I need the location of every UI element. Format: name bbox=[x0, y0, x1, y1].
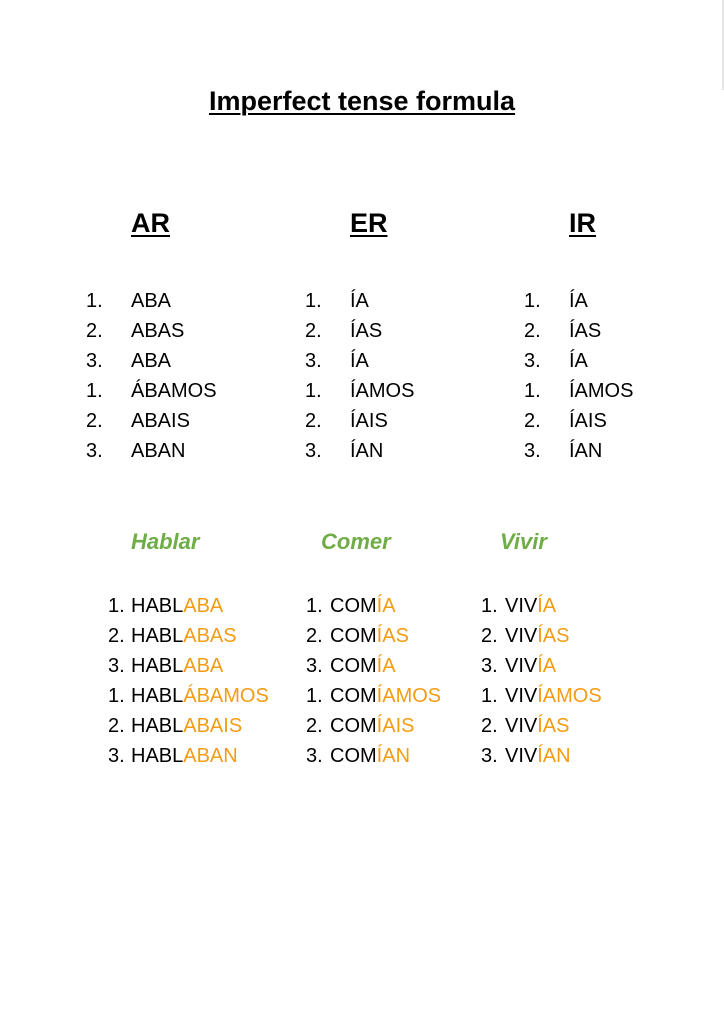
verb-stem: COM bbox=[330, 625, 377, 647]
list-item bbox=[86, 286, 217, 316]
ir-endings-list bbox=[524, 286, 633, 466]
verb-stem: COM bbox=[330, 745, 377, 767]
list-item bbox=[108, 741, 269, 771]
list-item bbox=[306, 621, 441, 651]
item-number: 2. bbox=[306, 625, 323, 647]
verb-ending: ÍAN bbox=[376, 745, 411, 767]
page-title: Imperfect tense formula bbox=[208, 86, 516, 116]
verb-ending: ÍAN bbox=[537, 745, 571, 767]
item-number: 2. bbox=[108, 625, 125, 647]
item-number: 3. bbox=[306, 745, 323, 767]
verb-ending: ÍAS bbox=[537, 625, 570, 647]
item-number: 1. bbox=[305, 290, 322, 312]
verb-stem: HABL bbox=[131, 625, 184, 647]
ending-text: ÍAN bbox=[350, 440, 384, 462]
ending-text: ÍA bbox=[350, 290, 369, 312]
verb-stem: VIV bbox=[505, 715, 538, 737]
list-item bbox=[86, 406, 217, 436]
item-number: 3. bbox=[481, 655, 498, 677]
list-item bbox=[108, 591, 269, 621]
vivir-conjugation-list bbox=[481, 591, 602, 771]
list-item bbox=[524, 376, 633, 406]
verb-stem: VIV bbox=[505, 595, 538, 617]
verb-ending: ÍAS bbox=[376, 625, 409, 647]
item-number: 2. bbox=[108, 715, 125, 737]
verb-stem: COM bbox=[330, 595, 377, 617]
ar-endings-list bbox=[86, 286, 217, 466]
verb-ending: ABAIS bbox=[183, 715, 243, 737]
ending-text: ÍAMOS bbox=[350, 380, 415, 402]
ending-text: ÍAIS bbox=[569, 410, 607, 432]
verb-stem: HABL bbox=[131, 745, 184, 767]
list-item bbox=[306, 741, 441, 771]
item-number: 2. bbox=[305, 320, 322, 342]
hablar-conjugation-list bbox=[108, 591, 269, 771]
verb-ending: ÍAS bbox=[537, 715, 570, 737]
verb-stem: VIV bbox=[505, 655, 538, 677]
item-number: 2. bbox=[86, 410, 103, 432]
ending-text: ÍA bbox=[350, 350, 369, 372]
heading-ar: AR bbox=[131, 208, 170, 238]
item-number: 1. bbox=[305, 380, 322, 402]
verb-heading-vivir: Vivir bbox=[500, 529, 547, 554]
list-item bbox=[524, 316, 633, 346]
list-item bbox=[108, 651, 269, 681]
verb-stem: VIV bbox=[505, 685, 538, 707]
list-item bbox=[108, 711, 269, 741]
verb-ending: ABAN bbox=[183, 745, 238, 767]
comer-conjugation-list bbox=[306, 591, 441, 771]
list-item bbox=[86, 346, 217, 376]
list-item bbox=[524, 346, 633, 376]
item-number: 3. bbox=[305, 440, 322, 462]
verb-stem: COM bbox=[330, 715, 377, 737]
item-number: 2. bbox=[524, 410, 541, 432]
list-item bbox=[305, 376, 414, 406]
item-number: 3. bbox=[305, 350, 322, 372]
list-item bbox=[305, 286, 414, 316]
ending-text: ÍAIS bbox=[350, 410, 388, 432]
item-number: 3. bbox=[481, 745, 498, 767]
item-number: 1. bbox=[108, 595, 125, 617]
item-number: 3. bbox=[108, 655, 125, 677]
item-number: 2. bbox=[524, 320, 541, 342]
list-item bbox=[306, 711, 441, 741]
item-number: 3. bbox=[86, 350, 103, 372]
list-item bbox=[108, 681, 269, 711]
verb-ending: ÁBAMOS bbox=[183, 685, 269, 707]
ending-text: ABAS bbox=[131, 320, 185, 342]
verb-stem: HABL bbox=[131, 715, 184, 737]
verb-ending: ABA bbox=[183, 655, 224, 677]
list-item bbox=[481, 591, 602, 621]
item-number: 2. bbox=[481, 715, 498, 737]
heading-ir: IR bbox=[569, 208, 596, 238]
ending-text: ÍAMOS bbox=[569, 380, 634, 402]
ending-text: ÁBAMOS bbox=[131, 380, 217, 402]
item-number: 2. bbox=[86, 320, 103, 342]
verb-stem: VIV bbox=[505, 625, 538, 647]
verb-stem: HABL bbox=[131, 655, 184, 677]
item-number: 3. bbox=[524, 350, 541, 372]
item-number: 1. bbox=[481, 595, 498, 617]
list-item bbox=[306, 681, 441, 711]
item-number: 3. bbox=[86, 440, 103, 462]
item-number: 1. bbox=[86, 380, 103, 402]
item-number: 2. bbox=[306, 715, 323, 737]
item-number: 1. bbox=[306, 595, 323, 617]
list-item bbox=[524, 436, 633, 466]
verb-ending: ABA bbox=[183, 595, 224, 617]
ending-text: ÍA bbox=[569, 350, 588, 372]
list-item bbox=[86, 376, 217, 406]
item-number: 1. bbox=[306, 685, 323, 707]
item-number: 1. bbox=[86, 290, 103, 312]
list-item bbox=[305, 346, 414, 376]
ending-text: ABAIS bbox=[131, 410, 190, 432]
verb-stem: VIV bbox=[505, 745, 538, 767]
heading-er: ER bbox=[350, 208, 388, 238]
verb-ending: ÍA bbox=[376, 595, 396, 617]
item-number: 3. bbox=[108, 745, 125, 767]
item-number: 1. bbox=[524, 290, 541, 312]
list-item bbox=[481, 741, 602, 771]
item-number: 3. bbox=[524, 440, 541, 462]
list-item bbox=[108, 621, 269, 651]
list-item bbox=[86, 316, 217, 346]
list-item bbox=[524, 286, 633, 316]
item-number: 3. bbox=[306, 655, 323, 677]
ending-text: ABAN bbox=[131, 440, 186, 462]
list-item bbox=[306, 591, 441, 621]
verb-stem: HABL bbox=[131, 595, 184, 617]
verb-ending: ÍA bbox=[537, 595, 557, 617]
verb-stem: COM bbox=[330, 655, 377, 677]
verb-stem: COM bbox=[330, 685, 377, 707]
list-item bbox=[524, 406, 633, 436]
item-number: 2. bbox=[305, 410, 322, 432]
item-number: 1. bbox=[524, 380, 541, 402]
list-item bbox=[481, 651, 602, 681]
verb-heading-hablar: Hablar bbox=[131, 529, 200, 554]
list-item bbox=[481, 711, 602, 741]
list-item bbox=[481, 681, 602, 711]
verb-ending: ÍAMOS bbox=[376, 685, 442, 707]
ending-text: ÍAN bbox=[569, 440, 603, 462]
list-item bbox=[86, 436, 217, 466]
ending-text: ÍAS bbox=[569, 320, 602, 342]
er-endings-list bbox=[305, 286, 414, 466]
list-item bbox=[305, 436, 414, 466]
verb-ending: ÍAMOS bbox=[537, 685, 602, 707]
list-item bbox=[306, 651, 441, 681]
ending-text: ABA bbox=[131, 290, 172, 312]
item-number: 1. bbox=[108, 685, 125, 707]
ending-text: ABA bbox=[131, 350, 172, 372]
verb-ending: ÍA bbox=[376, 655, 396, 677]
ending-text: ÍAS bbox=[350, 320, 383, 342]
verb-heading-comer: Comer bbox=[321, 529, 391, 554]
list-item bbox=[481, 621, 602, 651]
ending-text: ÍA bbox=[569, 290, 588, 312]
verb-stem: HABL bbox=[131, 685, 184, 707]
verb-ending: ABAS bbox=[183, 625, 237, 647]
verb-ending: ÍA bbox=[537, 655, 557, 677]
item-number: 1. bbox=[481, 685, 498, 707]
list-item bbox=[305, 316, 414, 346]
list-item bbox=[305, 406, 414, 436]
verb-ending: ÍAIS bbox=[376, 715, 415, 737]
item-number: 2. bbox=[481, 625, 498, 647]
